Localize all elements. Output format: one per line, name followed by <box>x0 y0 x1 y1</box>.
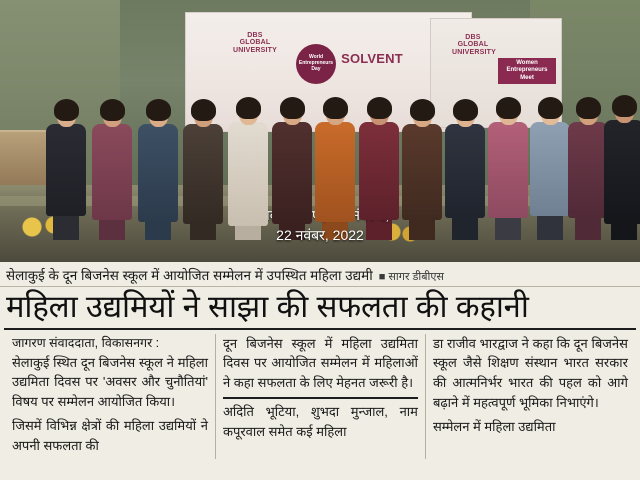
page-bottom-fade <box>0 466 640 480</box>
paragraph: दून बिजनेस स्कूल में महिला उद्यमिता दिवस पर आयोजित सम्मेलन में महिलाओं ने कहा सफलता के लिए मेहनत जरूरी है। <box>222 335 418 391</box>
person-figure <box>313 102 357 240</box>
paragraph: जिसमें विभिन्न क्षेत्रों की महिला उद्यमियों ने अपनी सफलता की <box>12 417 208 453</box>
overlay-caption-line-2: 22 नवंबर, 2022 <box>276 227 364 244</box>
person-figure <box>357 102 401 240</box>
person-figure <box>90 104 134 240</box>
article-column-1 <box>5 334 215 460</box>
backdrop-side-panel: Women Entrepreneurs Meet <box>498 58 556 84</box>
person-figure <box>136 104 180 240</box>
paragraph: अदिति भूटिया, शुभदा मुन्जाल, नाम कपूरवाल समेत कई महिला <box>222 403 418 439</box>
column-body-text-2 <box>223 402 418 442</box>
photo-credit: ■ सागर डीबीएस <box>378 271 444 283</box>
backdrop-badge: World Entrepreneurs Day <box>296 44 336 84</box>
headline-rule <box>4 328 636 330</box>
column-body-text <box>223 334 418 393</box>
photo-caption-bar <box>0 262 640 287</box>
paragraph: सेलाकुई स्थित दून बिजनेस स्कूल ने महिला उद्यमिता दिवस पर 'अवसर और चुनौतियां' विषय पर सम्मेलन आयोजित किया। <box>12 354 208 410</box>
article-byline: जागरण संवाददाता, विकासनगर : <box>12 335 160 350</box>
person-figure <box>270 102 314 240</box>
backdrop-event-title: SOLVENT <box>341 51 403 66</box>
column-divider-rule <box>223 397 418 399</box>
backdrop-logo-right: DBS GLOBAL UNIVERSITY <box>452 34 497 56</box>
article-column-3 <box>425 334 635 460</box>
column-body-text <box>12 353 208 456</box>
newspaper-article <box>0 262 640 480</box>
paragraph: डा राजीव भारद्वाज ने कहा कि दून बिजनेस स्कूल जैसे शिक्षण संस्थान भारत सरकार की आत्मनिर्भर भारत की पहल को आगे बढ़ाने में महत्वपूर्ण भूमिका निभाएंगे। <box>432 335 628 410</box>
article-headline: महिला उद्यमियों ने साझा की सफलता की कहानी <box>6 289 529 324</box>
person-figure <box>181 104 225 240</box>
paragraph: सम्मेलन में महिला उद्यमिता <box>432 418 556 434</box>
person-figure <box>226 102 270 240</box>
column-body-text <box>433 334 628 437</box>
person-figure <box>602 100 640 240</box>
article-columns <box>0 334 640 460</box>
backdrop-logo-left: DBS GLOBAL UNIVERSITY <box>232 32 277 54</box>
article-column-2 <box>215 334 425 460</box>
photo-caption-text: सेलाकुई के दून बिजनेस स्कूल में आयोजित सम्मेलन में उपस्थित महिला उद्यमी <box>6 268 373 283</box>
person-figure <box>400 104 444 240</box>
